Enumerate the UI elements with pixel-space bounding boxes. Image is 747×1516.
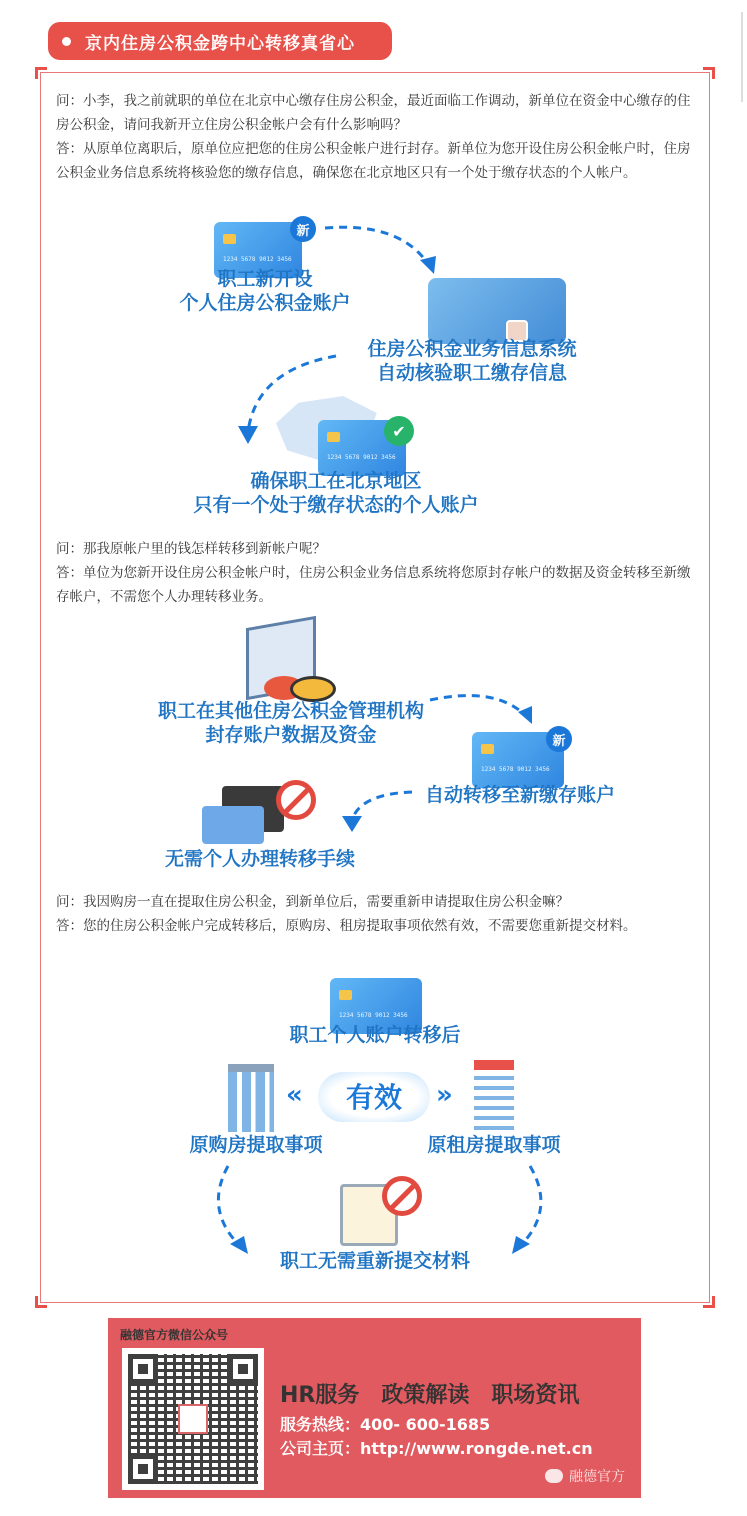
scrollbar-edge	[741, 12, 743, 102]
step-label-auto-transfer: 自动转移至新缴存账户	[424, 785, 615, 806]
section-header	[48, 22, 392, 60]
frame-corner	[703, 67, 715, 79]
system-screen-icon	[428, 278, 566, 344]
bank-card-icon: 1234 5678 9012 3456	[472, 732, 564, 788]
footer-banner	[108, 1318, 641, 1498]
transfer-card-icon	[202, 806, 264, 844]
step-label-sealed-account: 职工在其他住房公积金管理机构 封存账户数据及资金	[157, 701, 424, 746]
step-label-open-account: 职工新开设 个人住房公积金账户	[179, 269, 351, 314]
answer-3: 答：您的住房公积金帐户完成转移后，原购房、租房提取事项依然有效，不需要您重新提交材料。	[56, 918, 637, 934]
section-title: 京内住房公积金跨中心转移真省心	[85, 33, 355, 54]
wechat-icon	[545, 1469, 563, 1483]
bank-card-icon: 1234 5678 9012 3456	[330, 978, 422, 1034]
label-purchase-withdrawal: 原购房提取事项	[189, 1135, 323, 1156]
frame-corner	[35, 67, 47, 79]
frame-corner	[703, 1296, 715, 1308]
checkmark-icon: ✔	[384, 416, 414, 446]
bank-card-icon: 1234 5678 9012 3456	[318, 420, 406, 476]
question-2: 问：那我原帐户里的钱怎样转移到新帐户呢？	[56, 541, 326, 557]
dashed-arrow-icon	[340, 782, 420, 834]
answer-2: 答：单位为您新开设住房公积金帐户时，住房公积金业务信息系统将您原封存帐户的数据及资金转移至新缴存帐户，不需您个人办理转移业务。	[56, 565, 691, 605]
logo-icon	[178, 1404, 208, 1434]
wechat-label	[545, 1466, 625, 1486]
hotline: 服务热线：400- 600-1685	[280, 1415, 491, 1434]
bullet-dot-icon	[62, 37, 71, 46]
question-3: 问：我因购房一直在提取住房公积金，到新单位后，需要重新申请提取住房公积金嘛？	[56, 894, 569, 910]
question-1: 问：小李，我之前就职的单位在北京中心缴存住房公积金，最近面临工作调动，新单位在资金中心缴存的住房公积金，请问我新开立住房公积金帐户会有什么影响吗？	[56, 93, 691, 133]
dashed-arrow-icon	[200, 1160, 260, 1260]
new-badge-icon: 新	[290, 216, 316, 242]
prohibited-icon	[382, 1176, 422, 1216]
dashed-arrow-icon	[500, 1160, 560, 1260]
services-line: HR服务 政策解读 职场资讯	[280, 1383, 580, 1408]
label-no-resubmit: 职工无需重新提交材料	[279, 1251, 470, 1272]
chevron-right-icon: »	[436, 1080, 453, 1110]
answer-1: 答：从原单位离职后，原单位应把您的住房公积金帐户进行封存。新单位为您开设住房公积金帐户时，住房公积金业务信息系统将核验您的缴存信息，确保您在北京地区只有一个处于缴存状态的个人帐户。	[56, 141, 691, 181]
qr-code[interactable]	[122, 1348, 264, 1490]
label-after-transfer: 职工个人账户转移后	[289, 1025, 461, 1046]
label-rent-withdrawal: 原租房提取事项	[427, 1135, 561, 1156]
coins-icon	[290, 676, 336, 702]
new-badge-icon: 新	[546, 726, 572, 752]
step-label-no-manual: 无需个人办理转移手续	[164, 849, 355, 870]
building-rent-icon	[474, 1060, 514, 1132]
wechat-account-name: 融德官方	[569, 1469, 625, 1485]
frame-corner	[35, 1296, 47, 1308]
label-valid: 有效	[345, 1082, 402, 1113]
dashed-arrow-icon	[426, 690, 536, 730]
homepage-link[interactable]: 公司主页：http://www.rongde.net.cn	[280, 1439, 593, 1458]
bank-card-icon: 1234 5678 9012 3456	[214, 222, 302, 278]
chevron-left-icon: «	[286, 1080, 303, 1110]
footer-title: 融德官方微信公众号	[120, 1328, 229, 1342]
step-label-single-account: 确保职工在北京地区 只有一个处于缴存状态的个人账户	[193, 471, 479, 516]
prohibited-icon	[276, 780, 316, 820]
building-purchase-icon	[228, 1064, 274, 1132]
step-label-system-check: 住房公积金业务信息系统 自动核验职工缴存信息	[367, 339, 577, 384]
